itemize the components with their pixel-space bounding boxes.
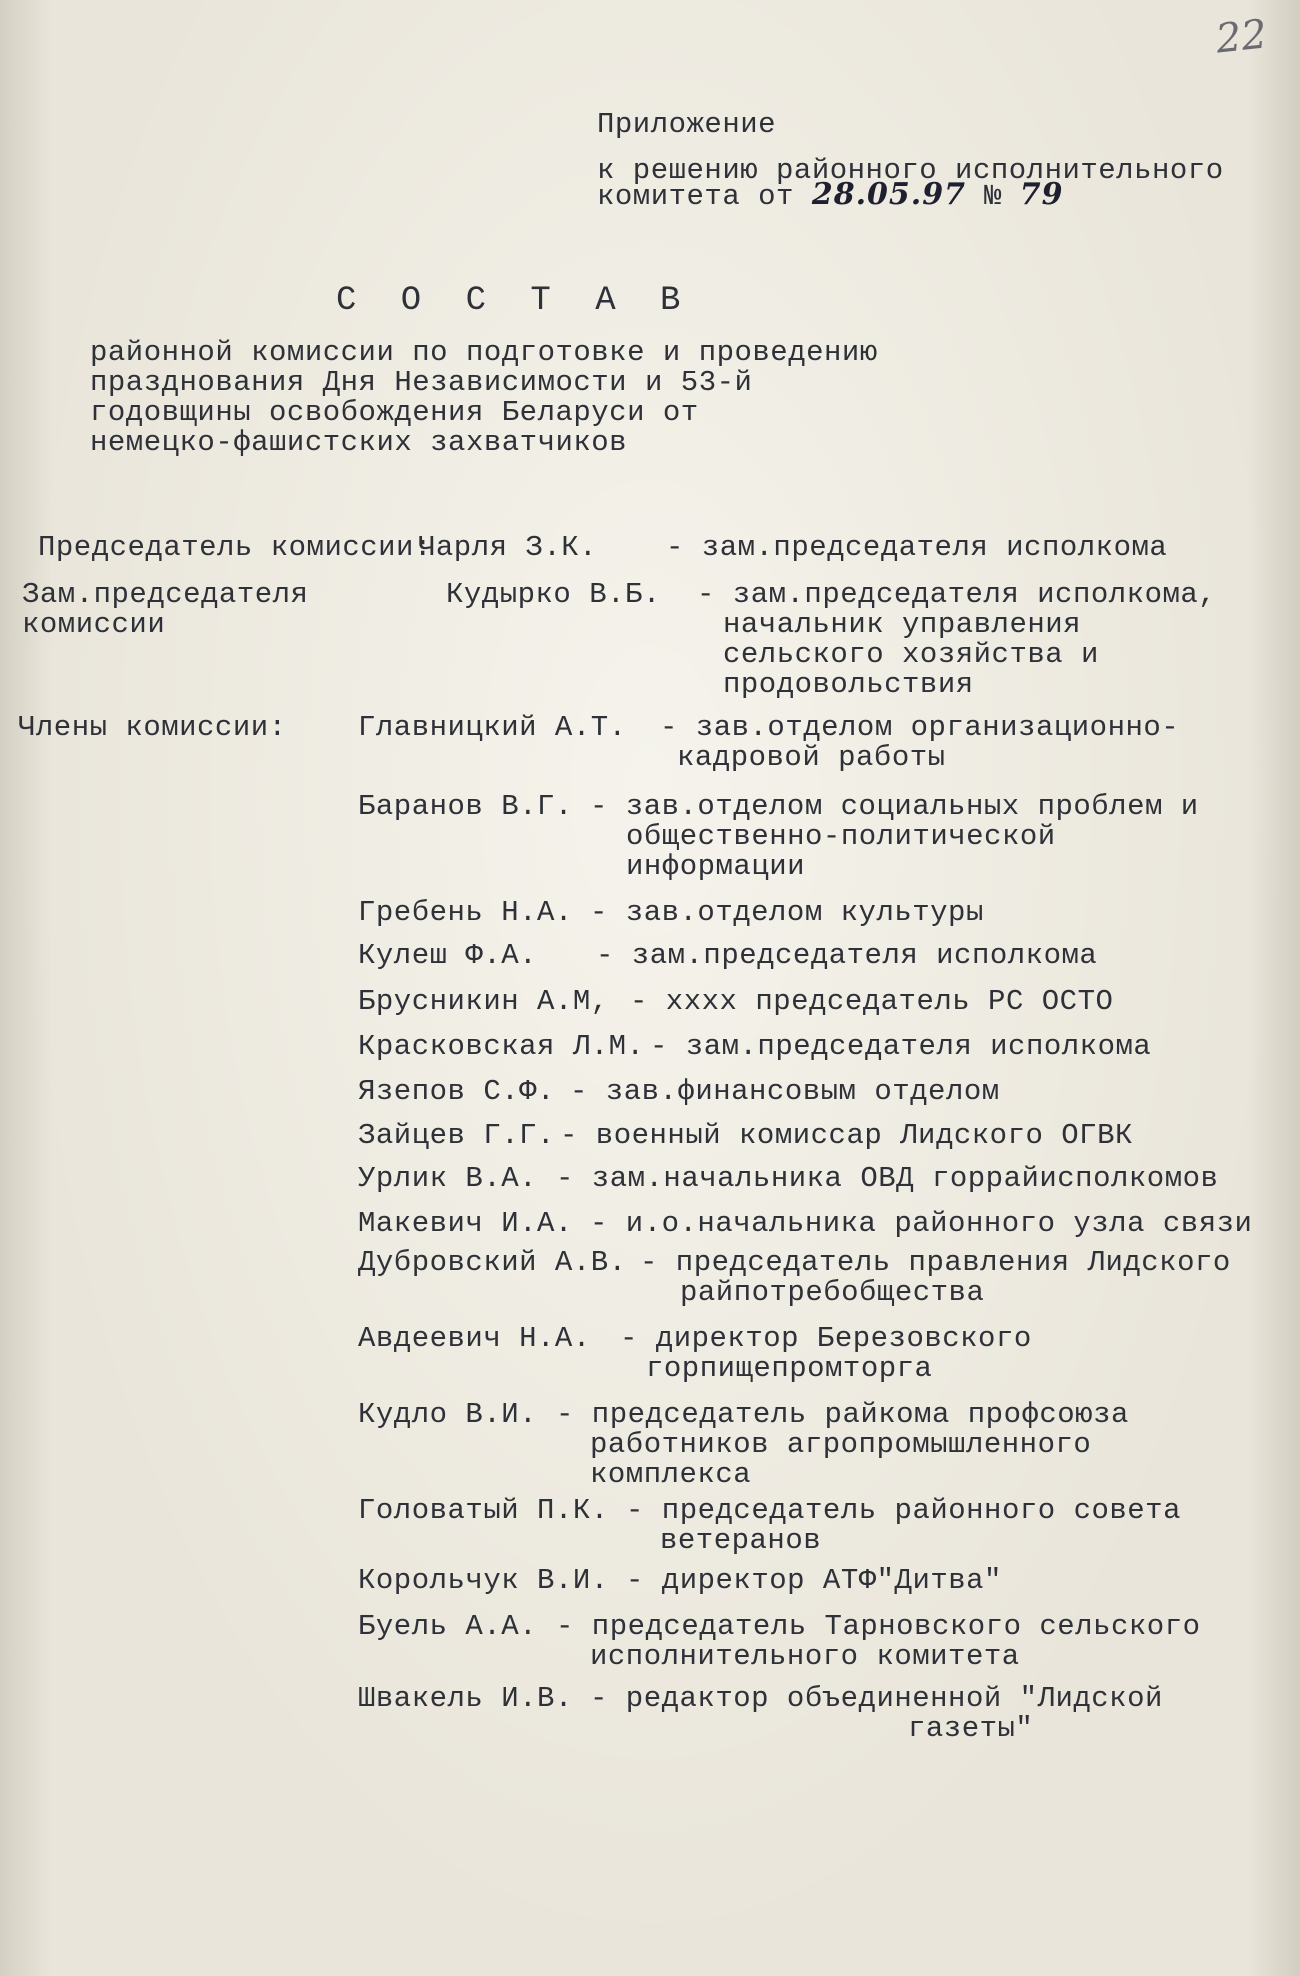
member-position-line: исполнительного комитета bbox=[590, 1640, 1020, 1673]
member-position-line: работников агропромышленного bbox=[590, 1428, 1092, 1461]
subtitle-line: районной комиссии по подготовке и проведению bbox=[90, 336, 878, 369]
member-position-line: - зав.отделом социальных проблем и bbox=[590, 790, 1199, 823]
member-position-line: комплекса bbox=[590, 1458, 752, 1491]
member-name: Баранов В.Г. bbox=[358, 790, 573, 823]
member-position-line: - хххх председатель РС ОСТО bbox=[630, 985, 1114, 1018]
deputy-position-line: продовольствия bbox=[723, 668, 974, 701]
member-name: Кудло В.И. bbox=[358, 1398, 538, 1431]
decision-number: 79 bbox=[1019, 177, 1064, 212]
member-position-line: - зав.финансовым отделом bbox=[570, 1075, 1000, 1108]
member-position-line: - председатель Тарновского сельского bbox=[556, 1610, 1201, 1643]
member-name: Буель А.А. bbox=[358, 1610, 538, 1643]
member-position-line: горпищепромторга bbox=[646, 1352, 933, 1385]
member-position-line: - директор Березовского bbox=[620, 1322, 1032, 1355]
deputy-position-line: начальник управления bbox=[723, 608, 1082, 641]
decision-date: 28.05.97 bbox=[811, 177, 966, 212]
number-sign: № bbox=[983, 180, 1002, 213]
member-name: Швакель И.В. bbox=[358, 1682, 573, 1715]
member-position-line: - зам.начальника ОВД горрайисполкомов bbox=[556, 1162, 1219, 1195]
member-name: Кулеш Ф.А. bbox=[358, 939, 538, 972]
subtitle-line: немецко-фашистских захватчиков bbox=[90, 426, 628, 459]
member-position-line: - председатель районного совета bbox=[626, 1494, 1181, 1527]
member-position-line: - председатель райкома профсоюза bbox=[556, 1398, 1129, 1431]
member-name: Урлик В.А. bbox=[358, 1162, 538, 1195]
annex-line-1: к решению районного исполнительного bbox=[597, 154, 1224, 187]
member-name: Головатый П.К. bbox=[358, 1494, 609, 1527]
member-position-line: - директор АТФ"Дитва" bbox=[626, 1564, 1002, 1597]
member-position-line: - зав.отделом культуры bbox=[590, 896, 984, 929]
member-name: Гребень Н.А. bbox=[358, 896, 573, 929]
member-position-line: - и.о.начальника районного узла связи bbox=[590, 1207, 1253, 1240]
member-position-line: газеты" bbox=[908, 1712, 1034, 1745]
member-name: Красковская Л.М. bbox=[358, 1030, 645, 1063]
member-name: Язепов С.Ф. bbox=[358, 1075, 555, 1108]
member-position-line: - зам.председателя исполкома bbox=[650, 1030, 1152, 1063]
annex-title: Приложение bbox=[597, 108, 777, 141]
member-name: Главницкий А.Т. bbox=[358, 711, 627, 744]
member-name: Зайцев Г.Г. bbox=[358, 1119, 555, 1152]
member-position-line: общественно-политической bbox=[626, 820, 1056, 853]
document-heading: С О С Т А В bbox=[336, 282, 693, 320]
deputy-role-line: комиссии bbox=[22, 608, 166, 641]
member-position-line: ветеранов bbox=[660, 1524, 822, 1557]
member-position-line: - председатель правления Лидского bbox=[640, 1246, 1231, 1279]
member-position-line: - военный комиссар Лидского ОГВК bbox=[560, 1119, 1133, 1152]
member-position-line: - зам.председателя исполкома bbox=[596, 939, 1098, 972]
member-position-line: райпотребобщества bbox=[680, 1276, 985, 1309]
member-position-line: - зав.отделом организационно- bbox=[660, 711, 1180, 744]
member-name: Макевич И.А. bbox=[358, 1207, 573, 1240]
annex-line-2-prefix: комитета от bbox=[597, 180, 794, 213]
page-number: 22 bbox=[1213, 11, 1270, 63]
member-name: Брусникин А.М, bbox=[358, 985, 609, 1018]
member-name: Авдеевич Н.А. bbox=[358, 1322, 591, 1355]
member-name: Дубровский А.В. bbox=[358, 1246, 627, 1279]
chairman-position: - зам.председателя исполкома bbox=[666, 531, 1168, 564]
member-name: Корольчук В.И. bbox=[358, 1564, 609, 1597]
chairman-name: Чарля З.К. bbox=[418, 531, 598, 564]
members-label: Члены комиссии: bbox=[18, 711, 287, 744]
deputy-role-line: Зам.председателя bbox=[22, 578, 309, 611]
member-position-line: информации bbox=[626, 850, 806, 883]
annex-line-2 bbox=[597, 177, 1064, 213]
deputy-name: Кудырко В.Б. bbox=[446, 578, 661, 611]
member-position-line: кадровой работы bbox=[677, 741, 946, 774]
subtitle-line: годовщины освобождения Беларуси от bbox=[90, 396, 699, 429]
deputy-position-line: сельского хозяйства и bbox=[723, 638, 1099, 671]
deputy-position-line: - зам.председателя исполкома, bbox=[697, 578, 1217, 611]
member-position-line: - редактор объединенной "Лидской bbox=[590, 1682, 1163, 1715]
subtitle-line: празднования Дня Независимости и 53-й bbox=[90, 366, 753, 399]
chairman-role: Председатель комиссии: bbox=[38, 531, 432, 564]
